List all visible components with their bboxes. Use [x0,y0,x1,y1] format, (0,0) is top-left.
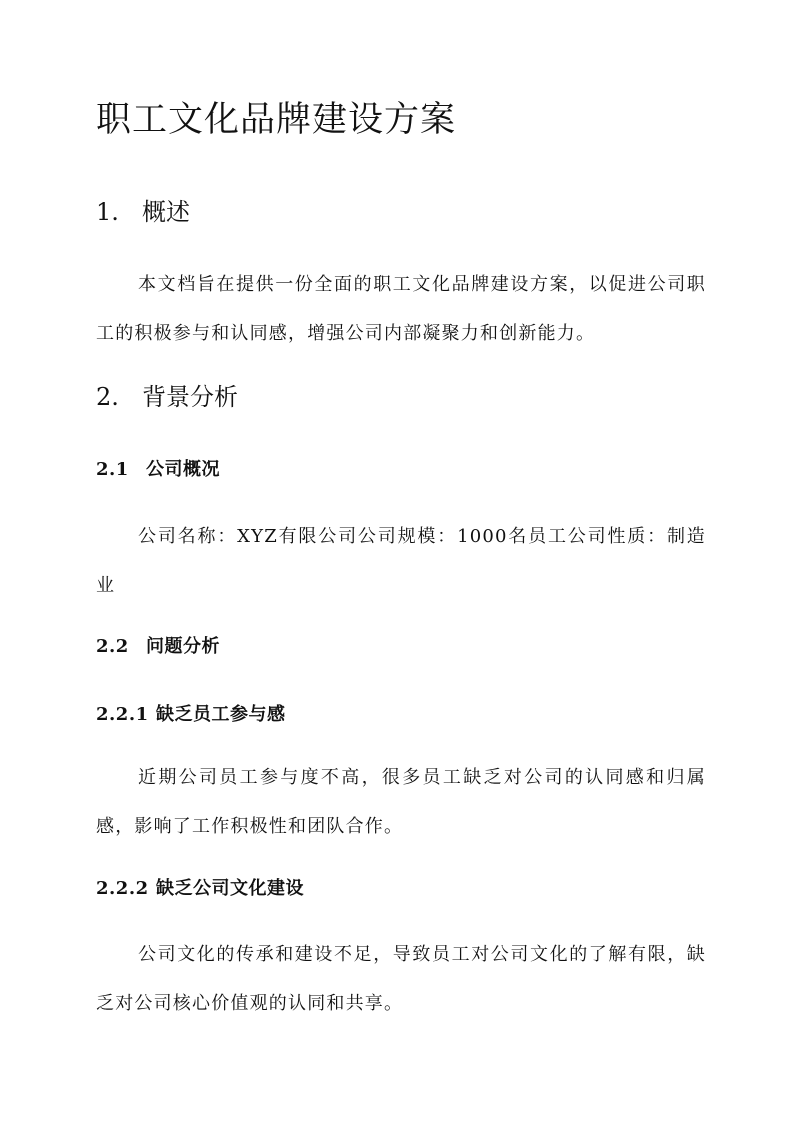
section-number: 1. [96,198,119,226]
section-heading-overview [96,195,190,229]
subsubsection-title: 缺乏公司文化建设 [156,878,304,899]
subsubsection-number: 2.2.2 [96,878,149,899]
subsubsection-number: 2.2.1 [96,704,149,725]
culture-building-paragraph: 公司文化的传承和建设不足，导致员工对公司文化的了解有限，缺乏对公司核心价值观的认同和共享。 [96,944,706,1014]
subsubsection-title: 缺乏员工参与感 [156,704,286,725]
overview-paragraph: 本文档旨在提供一份全面的职工文化品牌建设方案，以促进公司职工的积极参与和认同感，增强公司内部凝聚力和创新能力。 [96,274,706,344]
subsection-heading-problem-analysis [96,633,220,661]
subsection-number: 2.1 [96,459,129,480]
company-overview-paragraph: 公司名称：XYZ有限公司公司规模：1000名员工公司性质：制造业 [96,526,706,596]
subsubsection-heading-culture-building [96,875,304,903]
section-title: 概述 [142,198,190,226]
subsection-number: 2.2 [96,636,129,657]
subsection-title: 问题分析 [146,636,220,657]
employee-participation-paragraph: 近期公司员工参与度不高，很多员工缺乏对公司的认同感和归属感，影响了工作积极性和团队合作。 [96,767,706,837]
subsection-title: 公司概况 [146,459,220,480]
document-title: 职工文化品牌建设方案 [96,100,457,140]
subsection-heading-company-overview [96,456,220,484]
section-number: 2. [96,383,119,411]
section-heading-background [96,380,238,414]
subsubsection-heading-employee-participation [96,701,286,729]
section-title: 背景分析 [142,383,238,411]
